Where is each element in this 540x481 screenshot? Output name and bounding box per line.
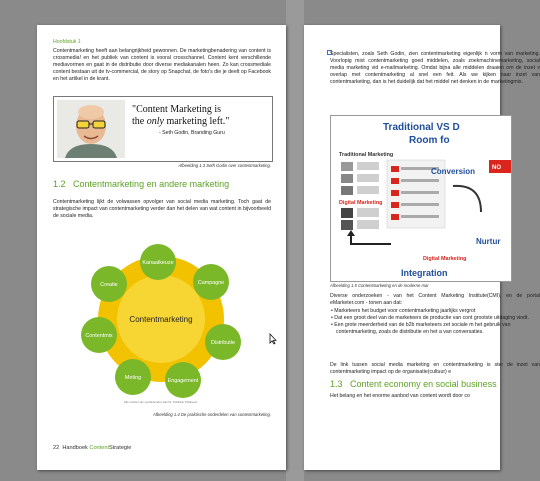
infographic bbox=[330, 115, 512, 282]
svg-text:Creatie: Creatie bbox=[100, 282, 118, 288]
diagram-node-kanaalkeuze bbox=[140, 244, 176, 280]
diagram-node-campagne bbox=[193, 264, 229, 300]
infographic-title-2: Room fo bbox=[409, 135, 450, 146]
svg-text:Meting: Meting bbox=[124, 375, 142, 381]
contentmarketing-diagram bbox=[65, 237, 257, 405]
intro-paragraph: Contentmarketing heeft aan belangrijkheid gewonnen. De marketingbenadering van content is crossmedia! en het publiek van content is vooral crosschannel. Content kent verschillende mediavormen en gaat in de distributie door diverse mediakanalen heen. Zo kan crossmediale content bestaan uit de tv-commercial, de story op Snapchat, de foto's die je deelt op Facebook en het artikel in de krant. bbox=[53, 48, 271, 82]
diagram-node-distributie bbox=[205, 324, 241, 360]
right-para-3: De link tussen social media marketing en contentmarketing is ster de inzet van contentmarketing impact op de organisatie(cultuur) e bbox=[330, 362, 540, 375]
svg-text:Campagne: Campagne bbox=[197, 280, 225, 286]
svg-text:Kanaalkeuze: Kanaalkeuze bbox=[142, 260, 174, 266]
right-para-1: Specialisten, zoals Seth Godin, zien contentmarketing eigenlijk n vorm van marketing. Voorlopig mixt contentmarketing goed middelen, zoals zoekmachinemarketing, social media marketing vid e-mailmarketing. Omdat bijna alle middelen draaien om de inzet v overlap met contentmarketing al snel een feit. Als we kijken naar inzet van contentmarketing, dan is het duidelijk dat het middel net denken in de marketingmix. bbox=[330, 51, 540, 85]
section-paragraph: Contentmarketing lijkt de volwassen opvolger van social media marketing. Toch gaat de strategische impact van contentmarketing verder dan het delen van wat content in bijvoorbeeld de sociale media. bbox=[53, 199, 271, 219]
selection-handle[interactable] bbox=[327, 50, 332, 55]
diagram-node-engagement bbox=[165, 362, 201, 398]
svg-text:Distributie: Distributie bbox=[211, 340, 235, 346]
bullet-item: • Marketeers het budget voor contentmarketing jaarlijks vergrot bbox=[331, 308, 476, 314]
diagram-node-contentmix bbox=[81, 317, 117, 353]
chapter-label: Hoofdstuk 1 bbox=[53, 39, 81, 45]
bullet-list bbox=[330, 308, 540, 336]
digital-marketing-label: Digital Marketing bbox=[423, 256, 467, 262]
section-title: Content economy en social business bbox=[350, 379, 497, 389]
caption-1-5: Afbeelding 1.5 Contentmarketing en de moderne mar bbox=[330, 283, 429, 288]
svg-text:Engagement: Engagement bbox=[167, 378, 199, 384]
mouse-pointer-icon bbox=[269, 333, 277, 345]
quote-attribution: - Seth Godin, Branding Guru bbox=[159, 130, 225, 136]
conversion-label: Conversion bbox=[431, 167, 476, 176]
caption-1-4: Afbeelding 1.4 De praktische onderdelen van contentmarketing. bbox=[152, 412, 271, 417]
diagram-node-creatie bbox=[91, 266, 127, 302]
quote-image bbox=[53, 96, 273, 162]
section-number: 1.3 bbox=[330, 379, 343, 389]
nurture-label: Nurtur bbox=[476, 237, 501, 246]
section-heading-1-3 bbox=[330, 379, 497, 389]
diagram-center-label: Contentmarketing bbox=[129, 315, 193, 324]
page-gutter bbox=[286, 0, 304, 481]
caption-1-3: Afbeelding 1.3 Seth Godin over contentmarketing. bbox=[178, 163, 271, 168]
bullet-item: • Een grote meerderheid van de b2b marketeers zet sociale m het gebruik van contentmarketing, zoals de distributie en het a van conversaties. bbox=[331, 322, 511, 335]
seth-godin-portrait bbox=[57, 100, 125, 158]
quote-line-2: the only marketing left." bbox=[132, 115, 230, 127]
left-page bbox=[37, 25, 286, 470]
footer-page-number: 22 bbox=[53, 445, 60, 451]
diagram-node-meting bbox=[115, 359, 151, 395]
infographic-title-1: Traditional VS D bbox=[383, 122, 460, 133]
bullet-item: • Dat een groot deel van de marketeers de productie van cont grootste uitdaging vindt. bbox=[331, 315, 529, 321]
svg-text:Contentmix: Contentmix bbox=[85, 333, 113, 339]
section-number: 1.2 bbox=[53, 179, 66, 189]
digital-label: Digital Marketing bbox=[339, 200, 383, 206]
page-footer: 22 Handboek ContentStrategie bbox=[53, 445, 132, 451]
right-page bbox=[304, 25, 540, 470]
section-title: Contentmarketing en andere marketing bbox=[73, 179, 230, 189]
quote-emphasis: only bbox=[146, 115, 164, 127]
no-tag: NO bbox=[492, 165, 501, 171]
quote-line-1: "Content Marketing is bbox=[132, 104, 222, 115]
diagram-credit: Alle rechten zijn voorbehouden aan Dr. Publicitie Publiceert. bbox=[123, 400, 199, 404]
section-heading-1-2 bbox=[53, 179, 229, 189]
right-para-2: Diverse onderzoeken - van het Content Marketing Institute(CMI), en de portal eMarketer.com - tonen aan dat: bbox=[330, 293, 540, 306]
right-section-paragraph: Het belang en het enorme aanbod van content wordt door co bbox=[330, 393, 470, 399]
integration-label: Integration bbox=[401, 268, 448, 278]
traditional-label: Traditional Marketing bbox=[339, 152, 394, 158]
